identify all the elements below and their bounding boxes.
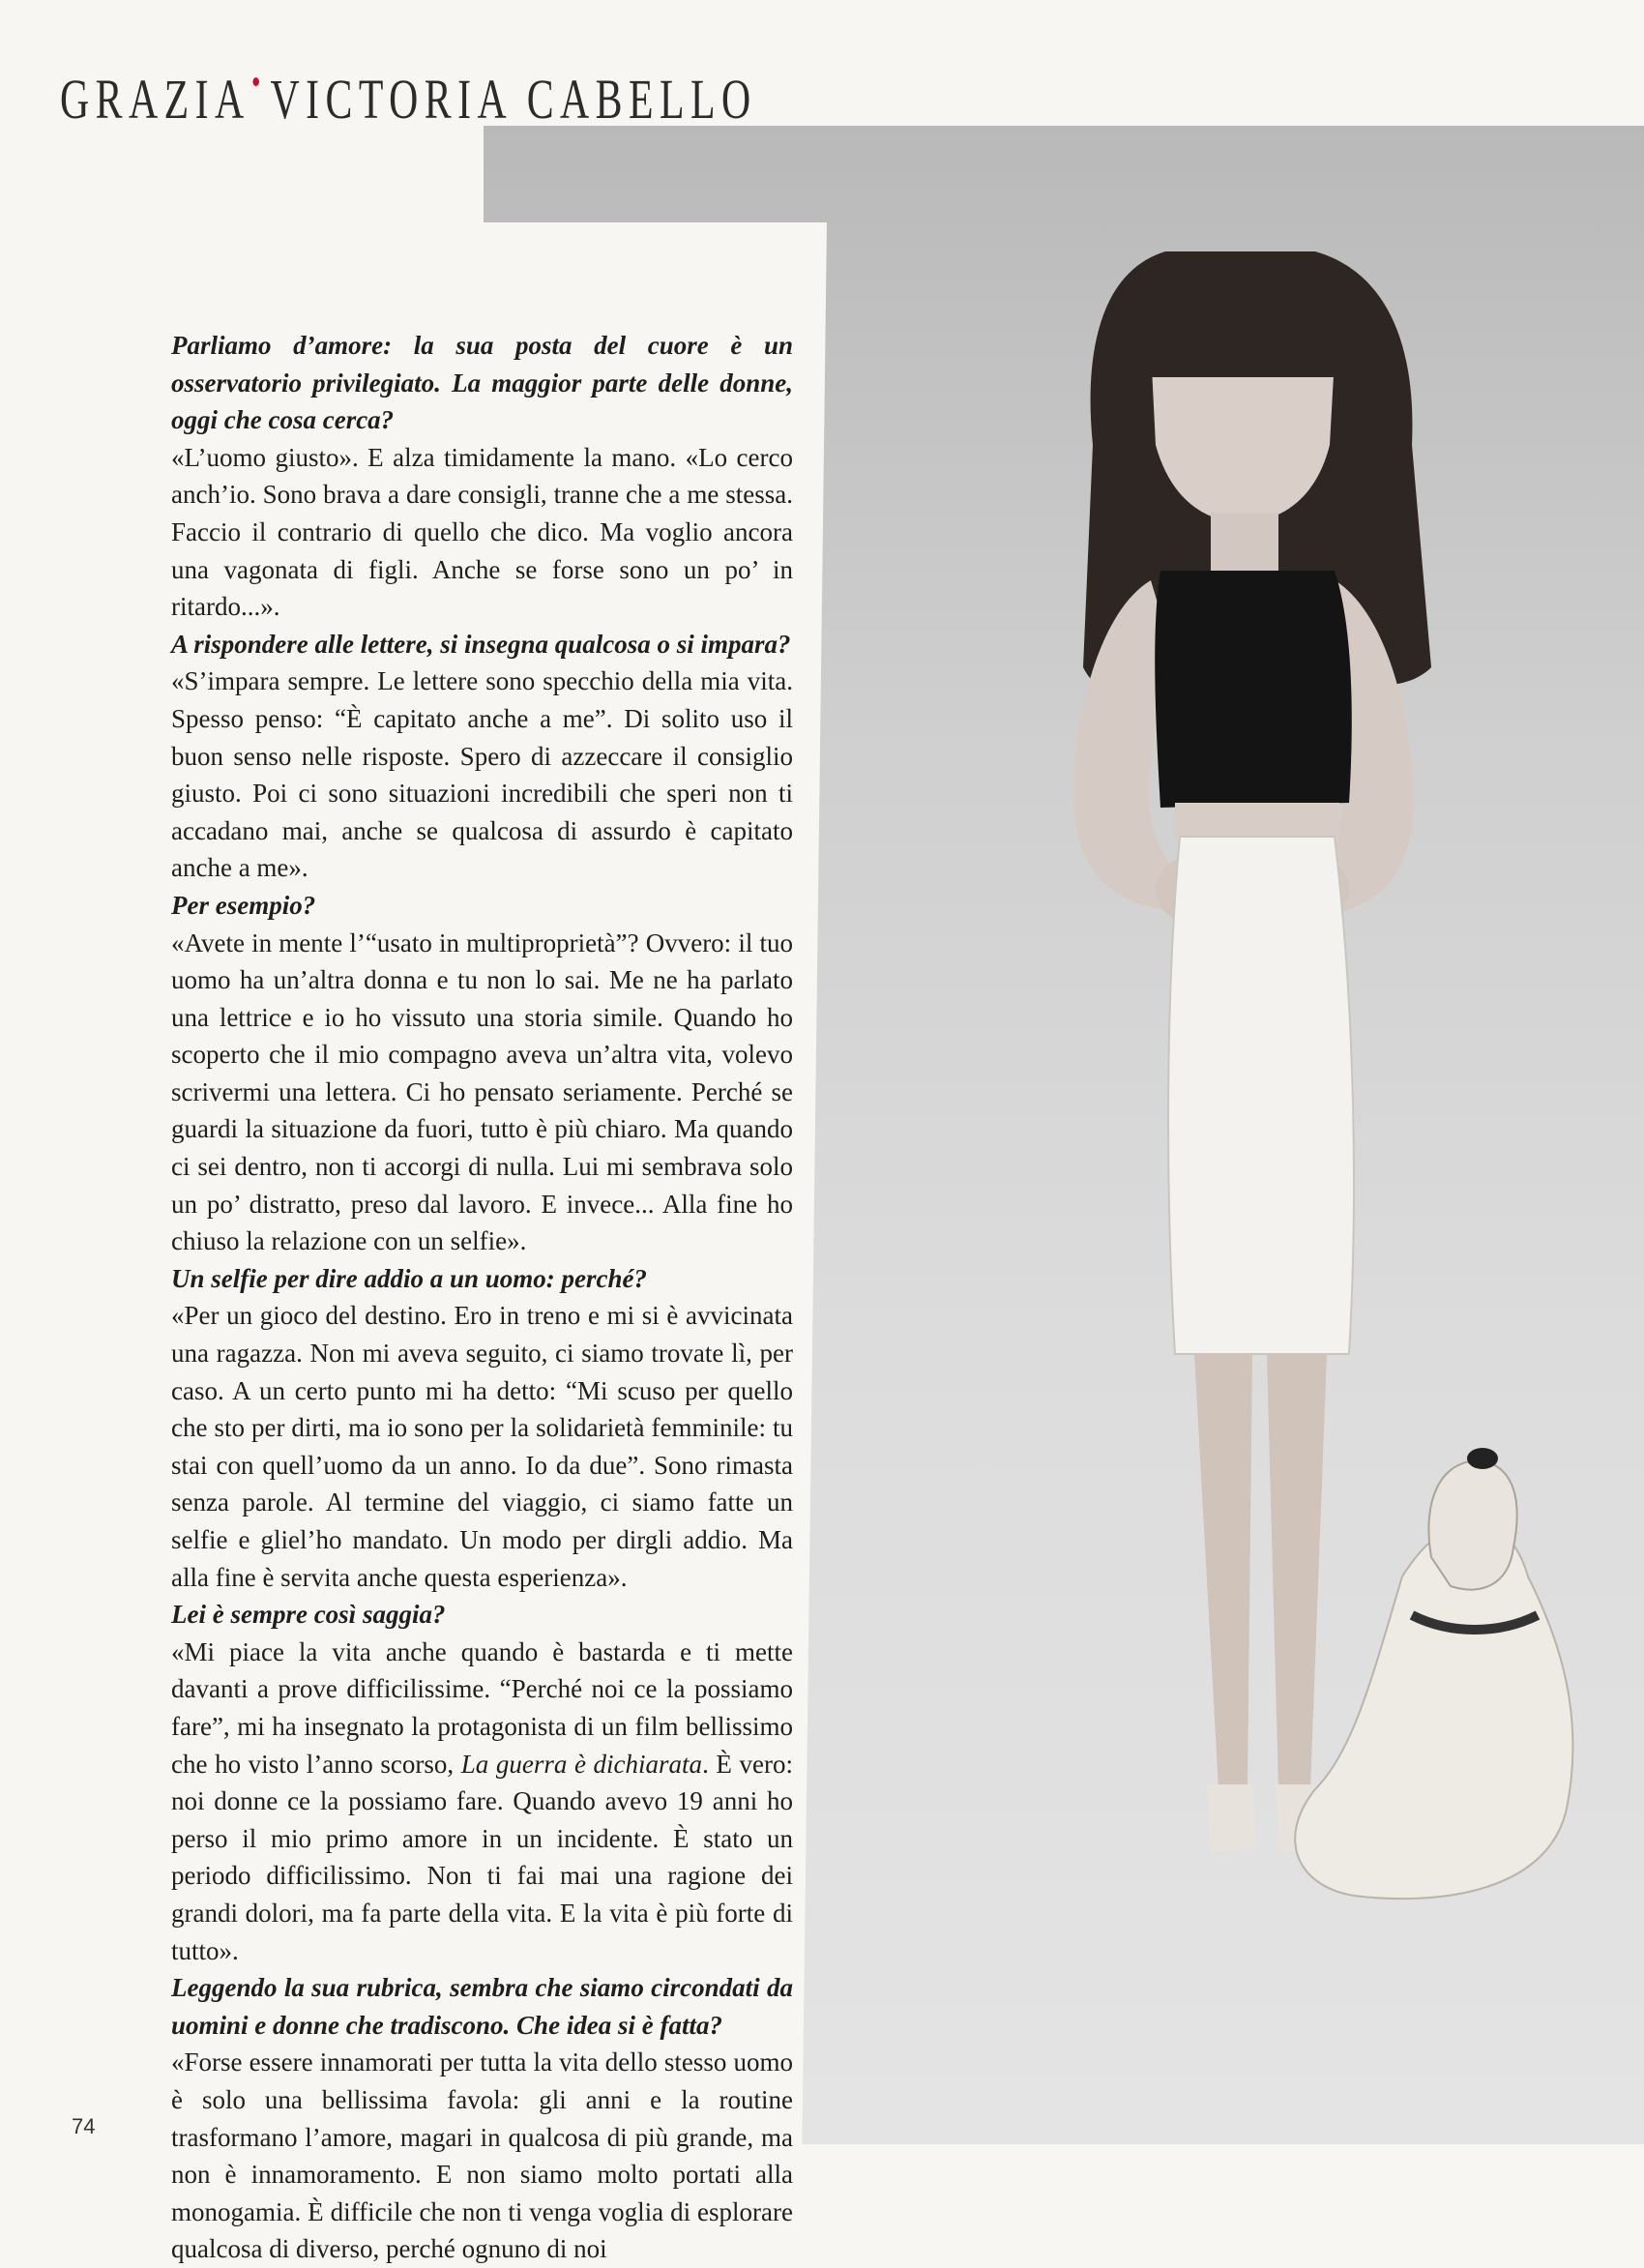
answer-text: «Mi piace la vita anche quando è bastarda e ti mette davanti a prove difficilissime. “Perché noi ce la possiamo fare”, mi ha insegnato la protagonista di un film bellissimo che ho visto l’anno scorso, [171, 1636, 793, 1779]
woman-legs [1194, 1354, 1327, 1789]
interview-answer: «S’impara sempre. Le lettere sono specchio della mia vita. Spesso penso: “È capitato anche a me”. Di solito uso il buon senso nelle risposte. Spero di azzeccare il consiglio giusto. Poi ci sono situazioni incredibili che speri non ti accadano mai, anche se qualcosa di assurdo è capitato anche a me». [171, 666, 793, 883]
dog-head [1428, 1460, 1516, 1590]
interview-question: Un selfie per dire addio a un uomo: perché? [171, 1263, 647, 1293]
red-dot-icon [253, 77, 259, 86]
interview-question: Leggendo la sua rubrica, sembra che siamo circondati da uomini e donne che tradiscono. Che idea si è fatta? [171, 1973, 793, 2040]
interview-answer: «L’uomo giusto». E alza timidamente la mano. «Lo cerco anch’io. Sono brava a dare consigli, tranne che a me stessa. Faccio il contrario di quello che dico. Ma voglio ancora una vagonata di figli. Anche se forse sono un po’ in ritardo...». [171, 442, 793, 622]
interview-article [171, 327, 793, 2268]
article-subject: VICTORIA CABELLO [270, 68, 757, 131]
interview-question: Lei è sempre così saggia? [171, 1600, 446, 1630]
interview-question: Parliamo d’amore: la sua posta del cuore è un osservatorio privilegiato. La maggior parte delle donne, oggi che cosa cerca? [171, 331, 793, 435]
interview-question: Per esempio? [171, 890, 316, 920]
page-header [60, 68, 757, 131]
interview-answer [171, 1634, 793, 1969]
interview-answer: «Per un gioco del destino. Ero in treno e mi si è avvicinata una ragazza. Non mi aveva seguito, ci siamo trovate lì, per caso. A un certo punto mi ha detto: “Mi scuso per quello che sto per dirti, ma io sono per la solidarietà femminile: tu stai con quell’uomo da un anno. Io da due”. Sono rimasta senza parole. Al termine del viaggio, ci siamo fatte un selfie e gliel’ho mandato. Un modo per dirgli addio. Ma alla fine è servita anche questa esperienza». [171, 1301, 793, 1592]
dog-body [1295, 1522, 1572, 1899]
woman-pencil-skirt [1168, 837, 1354, 1354]
interview-question: A rispondere alle lettere, si insegna qualcosa o si impara? [171, 629, 791, 659]
page-number: 74 [72, 2114, 96, 2138]
dog-nose [1467, 1448, 1498, 1469]
woman-neck [1211, 513, 1278, 580]
interview-answer: «Avete in mente l’“usato in multiproprietà”? Ovvero: il tuo uomo ha un’altra donna e tu non lo sai. Me ne ha parlato una lettrice e io ho vissuto una storia simile. Quando ho scoperto che il mio compagno aveva un’altra vita, volevo scrivermi una lettera. Ci ho pensato seriamente. Perché se guardi la situazione da fuori, tutto è più chiaro. Ma quando ci sei dentro, non ti accorgi di nulla. Lui mi sembrava solo un po’ distratto, preso dal lavoro. E invece... Alla fine ho chiuso la relazione con un selfie». [171, 928, 793, 1256]
woman-crop-top [1155, 571, 1352, 808]
answer-text-tail: . È vero: noi donne ce la possiamo fare. Quando avevo 19 anni ho perso il mio primo amore in un incidente. È stato un periodo difficilissimo. Non ti fai mai una ragione dei grandi dolori, ma fa parte della vita. E la vita è più forte di tutto». [171, 1749, 793, 1965]
interview-answer: «Forse essere innamorati per tutta la vita dello stesso uomo è solo una bellissima favola: gli anni e la routine trasformano l’amore, magari in qualcosa di più grande, ma non è innamoramento. E non siamo molto portati alla monogamia. È difficile che non ti venga voglia di esplorare qualcosa di diverso, perché ognuno di noi [171, 2047, 793, 2264]
film-title: La guerra è dichiarata [460, 1749, 703, 1779]
magazine-name: GRAZIA [60, 68, 250, 131]
